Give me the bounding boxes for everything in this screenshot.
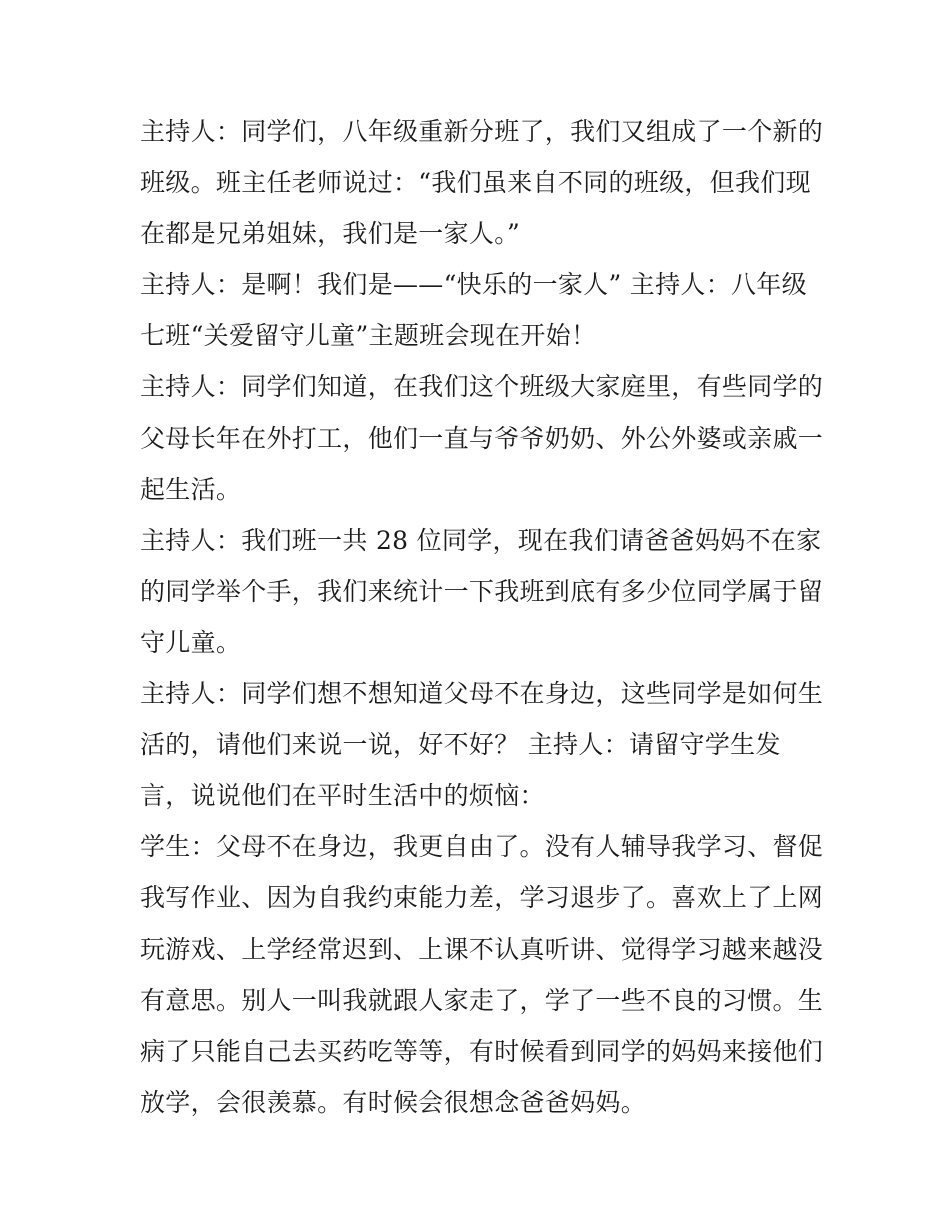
text-line: 主持人：是啊！我们是——“快乐的一家人” 主持人：八年级 xyxy=(140,270,807,300)
text-line: 主持人：我们班一共 28 位同学，现在我们请爸爸妈妈不在家 xyxy=(140,525,822,555)
text-line: 我写作业、因为自我约束能力差，学习退步了。喜欢上了上网 xyxy=(140,883,824,913)
text-line: 主持人：同学们，八年级重新分班了，我们又组成了一个新的 xyxy=(140,117,824,146)
text-line: 放学，会很羡慕。有时候会很想念爸爸妈妈。 xyxy=(140,1087,647,1117)
text-line: 守儿童。 xyxy=(140,627,242,657)
text-line: 七班“关爱留守儿童”主题班会现在开始！ xyxy=(140,321,597,351)
document-body xyxy=(140,106,824,1128)
text-line: 主持人：同学们想不想知道父母不在身边，这些同学是如何生 xyxy=(140,679,824,709)
text-line: 病了只能自己去买药吃等等，有时候看到同学的妈妈来接他们 xyxy=(140,1036,824,1066)
text-line: 有意思。别人一叫我就跟人家走了，学了一些不良的习惯。生 xyxy=(140,985,824,1015)
text-line: 班级。班主任老师说过：“我们虽来自不同的班级，但我们现 xyxy=(140,168,811,198)
text-line: 言，说说他们在平时生活中的烦恼： xyxy=(140,781,545,811)
text-line: 玩游戏、上学经常迟到、上课不认真听讲、觉得学习越来越没 xyxy=(140,934,824,964)
text-line: 主持人：同学们知道，在我们这个班级大家庭里，有些同学的 xyxy=(140,372,824,402)
text-line: 在都是兄弟姐妹，我们是一家人。” xyxy=(140,219,521,249)
text-line: 活的，请他们来说一说，好不好？ 主持人：请留守学生发 xyxy=(140,730,781,760)
text-line: 学生：父母不在身边，我更自由了。没有人辅导我学习、督促 xyxy=(140,832,824,862)
text-line: 起生活。 xyxy=(140,474,242,504)
text-line: 父母长年在外打工，他们一直与爷爷奶奶、外公外婆或亲戚一 xyxy=(140,423,824,453)
text-line: 的同学举个手，我们来统计一下我班到底有多少位同学属于留 xyxy=(140,576,824,606)
